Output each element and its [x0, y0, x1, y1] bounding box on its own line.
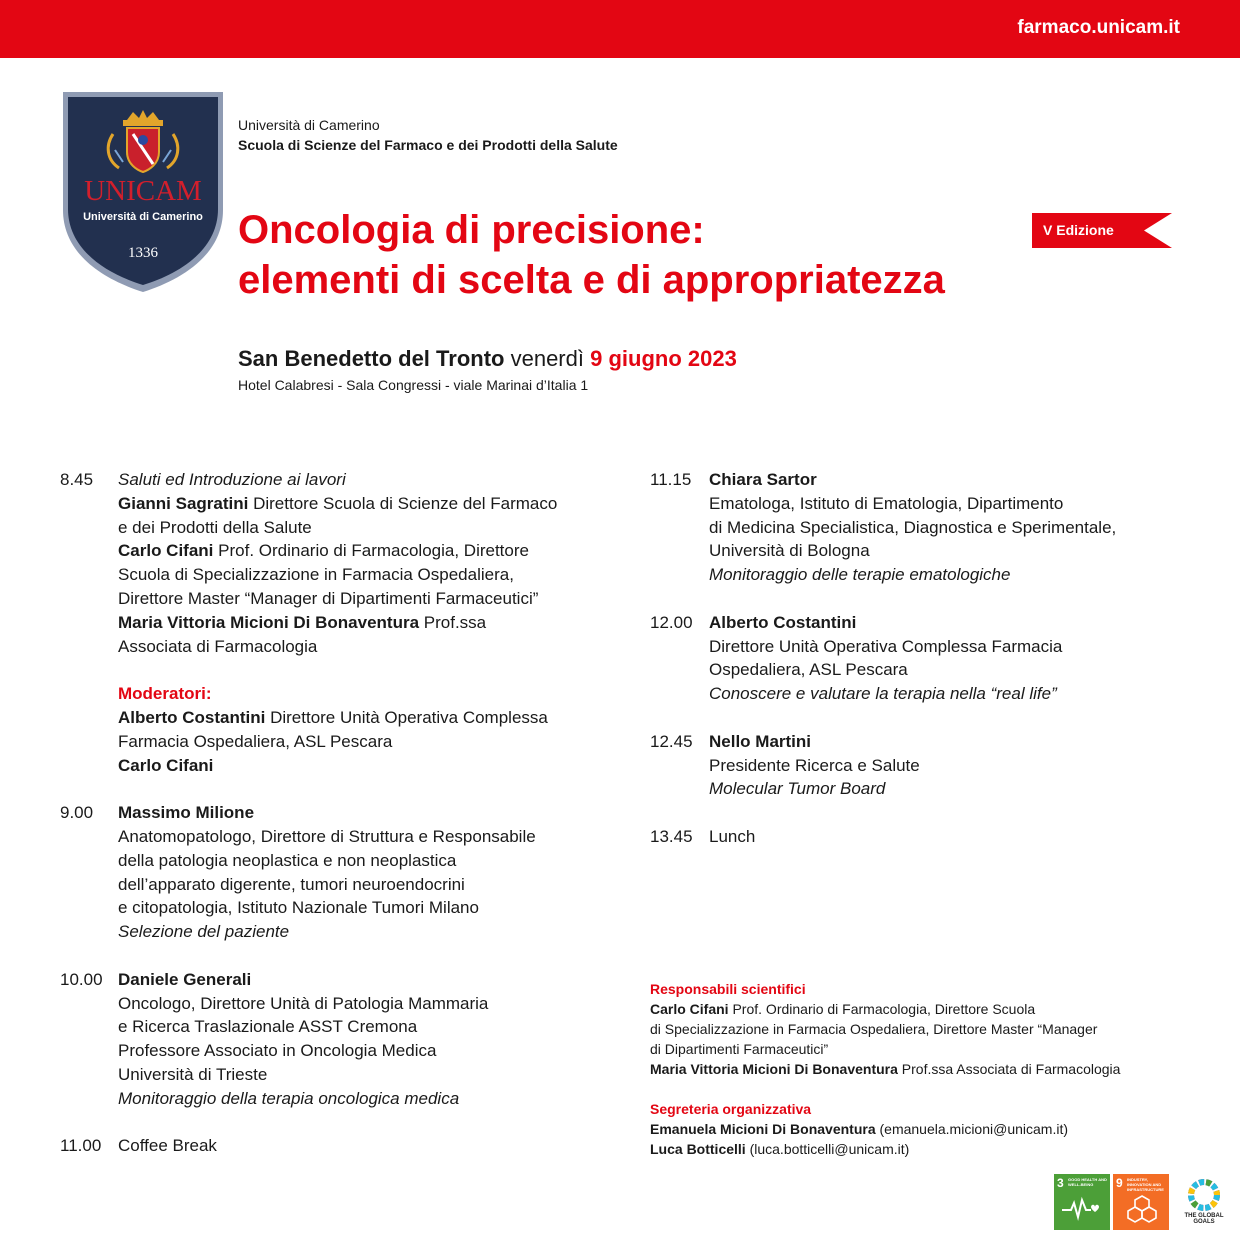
break-label: Lunch	[709, 826, 756, 846]
speaker-name: Chiara Sartor	[709, 470, 817, 489]
event-city: San Benedetto del Tronto	[238, 346, 505, 371]
speaker-role: Università di Bologna	[709, 541, 870, 561]
moderator-role: Direttore Unità Operativa Complessa	[270, 707, 548, 727]
speaker-role: dell’apparato digerente, tumori neuroendocrini	[118, 874, 465, 894]
organizing-secretariat-label: Segreteria organizzativa	[650, 1101, 812, 1117]
speaker-name: Gianni Sagratini	[118, 493, 249, 513]
moderator-name: Alberto Costantini	[118, 707, 266, 727]
speaker-name: Maria Vittoria Micioni Di Bonaventura	[118, 612, 420, 632]
speaker-role: Ematologa, Istituto di Ematologia, Dipartimento	[709, 493, 1064, 513]
speaker-name: Daniele Generali	[118, 969, 252, 989]
speaker-role: Prof.ssa	[423, 612, 487, 632]
sdg-goal9-number: 9	[1116, 1176, 1123, 1190]
event-title-line2: elementi di scelta e di appropriatezza	[238, 258, 945, 302]
speaker-role: Ospedaliera, ASL Pescara	[709, 660, 908, 680]
session-topic: Saluti ed Introduzione ai lavori	[118, 470, 346, 489]
sdg-goal3-label: GOOD HEALTH AND WELL-BEING	[1068, 1177, 1107, 1187]
organizer-email-link[interactable]: (luca.botticelli@unicam.it)	[749, 1141, 910, 1157]
session-time: 8.45	[60, 470, 94, 489]
program-right-column	[650, 468, 1210, 849]
venue-date-line	[238, 346, 737, 372]
speaker-role: Direttore Scuola di Scienze del Farmaco	[253, 493, 558, 513]
session-costantini	[650, 611, 1210, 706]
speaker-name: Carlo Cifani	[118, 541, 214, 561]
session-generali	[60, 968, 620, 1111]
speaker-role: Anatomopatologo, Direttore di Struttura e Responsabile	[118, 826, 536, 846]
session-time: 13.45	[650, 826, 693, 846]
event-title-line1: Oncologia di precisione:	[238, 208, 705, 252]
top-bar	[0, 0, 1240, 58]
school-name: Scuola di Scienze del Farmaco e dei Prodotti della Salute	[238, 137, 618, 153]
moderator-name: Carlo Cifani	[118, 755, 214, 775]
university-name: Università di Camerino	[238, 117, 380, 133]
cubes-icon	[1127, 1194, 1157, 1226]
logo-subtitle: Università di Camerino	[83, 211, 203, 223]
scientific-head-name: Carlo Cifani	[650, 1001, 729, 1017]
site-url-link[interactable]: farmaco.unicam.it	[1017, 17, 1180, 38]
organizer-email-link[interactable]: (emanuela.micioni@unicam.it)	[879, 1121, 1069, 1137]
speaker-role: di Medicina Specialistica, Diagnostica e Sperimentale,	[709, 517, 1117, 537]
session-sartor	[650, 468, 1210, 587]
logo-year: 1336	[128, 245, 158, 261]
program-left-column	[60, 468, 620, 1158]
organizer-name: Luca Botticelli	[650, 1141, 746, 1157]
session-time: 12.45	[650, 731, 693, 751]
session-topic: Selezione del paziente	[118, 922, 290, 942]
session-opening	[60, 468, 620, 658]
event-address: Hotel Calabresi - Sala Congressi - viale Marinai d’Italia 1	[238, 377, 589, 393]
sdg-goal9-badge	[1113, 1174, 1169, 1230]
scientific-head-role: Prof. Ordinario di Farmacologia, Direttore Scuola	[732, 1001, 1036, 1017]
unicam-shield-logo	[61, 90, 225, 294]
session-coffee-break	[60, 1134, 620, 1158]
speaker-role: e citopatologia, Istituto Nazionale Tumori Milano	[118, 898, 479, 918]
session-topic: Molecular Tumor Board	[709, 779, 886, 799]
session-lunch	[650, 825, 1210, 849]
speaker-role: e dei Prodotti della Salute	[118, 517, 312, 537]
session-time: 10.00	[60, 969, 103, 989]
sdg-goal9-label: INDUSTRY, INNOVATION AND INFRASTRUCTURE	[1127, 1177, 1164, 1192]
edition-label: V Edizione	[1043, 222, 1114, 238]
sdg-goal3-badge	[1054, 1174, 1110, 1230]
moderators-block	[60, 682, 620, 777]
speaker-role: Direttore Unità Operativa Complessa Farmacia	[709, 636, 1063, 656]
break-label: Coffee Break	[118, 1136, 217, 1156]
session-milione	[60, 801, 620, 944]
heartbeat-icon	[1062, 1196, 1102, 1222]
session-time: 9.00	[60, 803, 94, 823]
moderator-role: Farmacia Ospedaliera, ASL Pescara	[118, 731, 393, 751]
speaker-role: Oncologo, Direttore Unità di Patologia Mammaria	[118, 993, 489, 1013]
speaker-name: Alberto Costantini	[709, 612, 857, 632]
speaker-role: della patologia neoplastica e non neoplastica	[118, 850, 457, 870]
speaker-role: Università di Trieste	[118, 1064, 268, 1084]
scientific-head-role: di Specializzazione in Farmacia Ospedaliera, Direttore Master “Manager	[650, 1021, 1098, 1037]
global-goals-wheel-icon	[1186, 1178, 1222, 1212]
speaker-role: Professore Associato in Oncologia Medica	[118, 1041, 437, 1061]
session-topic: Monitoraggio della terapia oncologica medica	[118, 1088, 460, 1108]
organizer-name: Emanuela Micioni Di Bonaventura	[650, 1121, 876, 1137]
scientific-head-role: Prof.ssa Associata di Farmacologia	[901, 1061, 1121, 1077]
speaker-role: Direttore Master “Manager di Dipartimenti Farmaceutici”	[118, 588, 539, 608]
speaker-name: Nello Martini	[709, 731, 812, 751]
session-time: 12.00	[650, 612, 693, 632]
session-time: 11.00	[60, 1136, 102, 1156]
moderators-label: Moderatori:	[118, 684, 212, 704]
sdg-goal3-number: 3	[1057, 1176, 1064, 1190]
speaker-role: e Ricerca Traslazionale ASST Cremona	[118, 1017, 418, 1037]
session-topic: Conoscere e valutare la terapia nella “real life”	[709, 684, 1057, 704]
scientific-head-role: di Dipartimenti Farmaceutici”	[650, 1041, 829, 1057]
scientific-head-name: Maria Vittoria Micioni Di Bonaventura	[650, 1061, 898, 1077]
logo-wordmark: UNICAM	[84, 175, 202, 207]
speaker-role: Presidente Ricerca e Salute	[709, 755, 920, 775]
global-goals-label: THE GLOBAL GOALS	[1184, 1213, 1224, 1225]
session-martini	[650, 730, 1210, 801]
speaker-role: Scuola di Specializzazione in Farmacia Ospedaliera,	[118, 565, 514, 585]
event-title	[238, 205, 945, 305]
speaker-role: Prof. Ordinario di Farmacologia, Direttore	[218, 541, 529, 561]
session-time: 11.15	[650, 470, 692, 489]
event-date: 9 giugno 2023	[590, 346, 737, 371]
scientific-heads-label: Responsabili scientifici	[650, 981, 806, 997]
speaker-name: Massimo Milione	[118, 803, 255, 823]
event-weekday: venerdì	[510, 346, 584, 371]
speaker-role: Associata di Farmacologia	[118, 636, 318, 656]
credits-block	[650, 979, 1210, 1159]
session-topic: Monitoraggio delle terapie ematologiche	[709, 565, 1011, 585]
